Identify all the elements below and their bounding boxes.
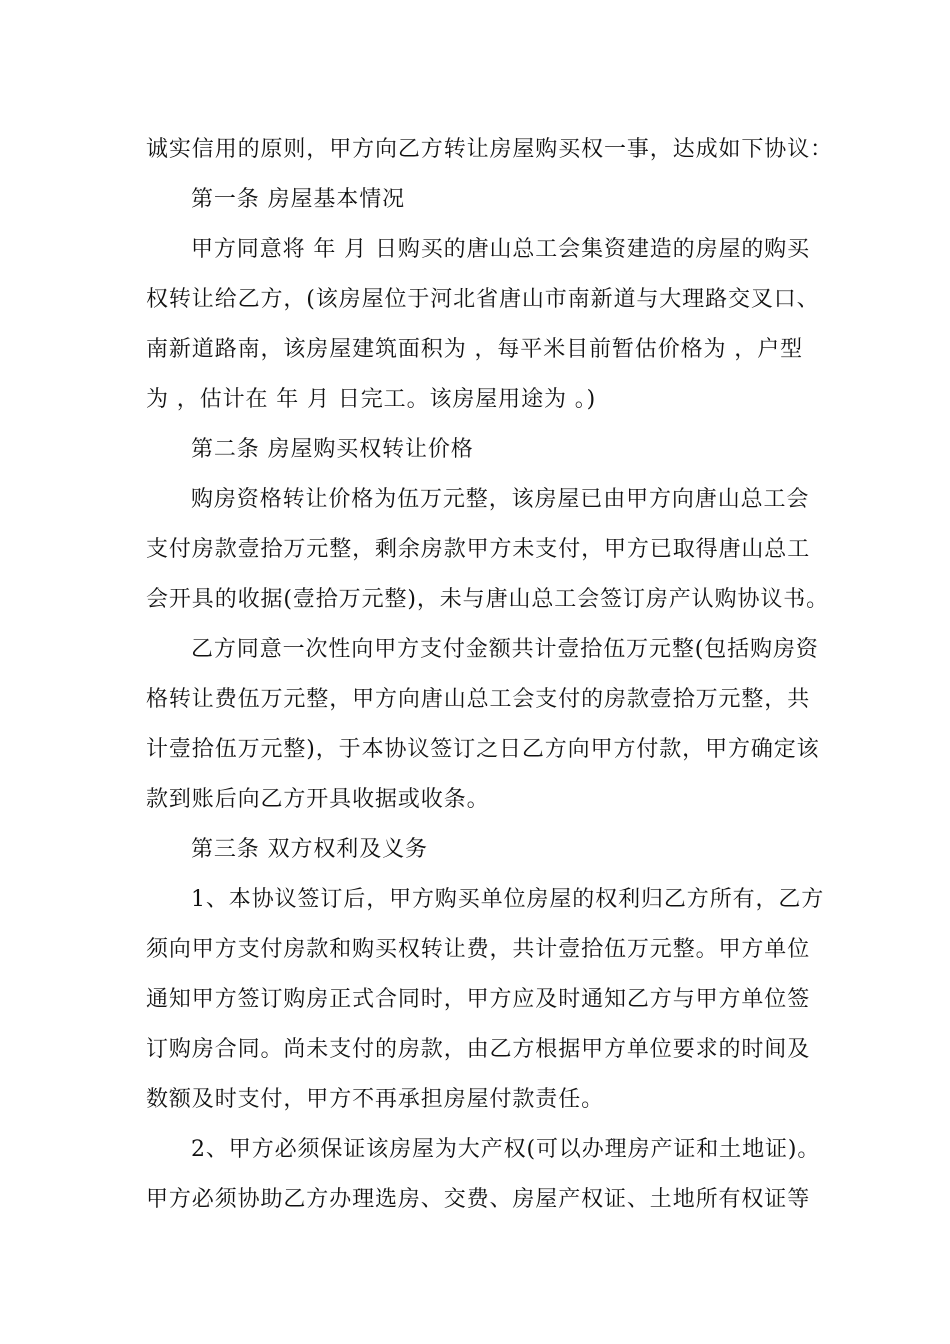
section-heading: 第三条 双方权利及义务 <box>191 837 428 862</box>
text-line: 通知甲方签订购房正式合同时，甲方应及时通知乙方与甲方单位签 <box>146 987 811 1012</box>
text-line: 支付房款壹拾万元整，剩余房款甲方未支付，甲方已取得唐山总工 <box>146 537 811 562</box>
text-line: 诚实信用的原则，甲方向乙方转让房屋购买权一事，达成如下协议： <box>146 137 834 162</box>
text-line: 南新道路南，该房屋建筑面积为 ，每平米目前暂估价格为 ，户型 <box>146 337 803 362</box>
text-line: 为 ，估计在 年 月 日完工。该房屋用途为 。) <box>146 387 597 412</box>
text-line: 计壹拾伍万元整)，于本协议签订之日乙方向甲方付款，甲方确定该 <box>146 737 820 762</box>
text-line: 权转让给乙方，(该房屋位于河北省唐山市南新道与大理路交叉口、 <box>146 287 820 312</box>
text-line: 购房资格转让价格为伍万元整，该房屋已由甲方向唐山总工会 <box>191 487 810 512</box>
text-line: 2、甲方必须保证该房屋为大产权(可以办理房产证和土地证)。 <box>191 1137 821 1162</box>
text-line: 会开具的收据(壹拾万元整)，未与唐山总工会签订房产认购协议书。 <box>146 587 830 612</box>
text-line: 订购房合同。尚未支付的房款，由乙方根据甲方单位要求的时间及 <box>146 1037 811 1062</box>
text-line: 1、本协议签订后，甲方购买单位房屋的权利归乙方所有，乙方 <box>191 887 825 912</box>
section-heading: 第二条 房屋购买权转让价格 <box>191 437 474 462</box>
text-line: 须向甲方支付房款和购买权转让费，共计壹拾伍万元整。甲方单位 <box>146 937 811 962</box>
text-line: 数额及时支付，甲方不再承担房屋付款责任。 <box>146 1087 605 1112</box>
text-line: 甲方必须协助乙方办理选房、交费、房屋产权证、土地所有权证等 <box>146 1187 811 1212</box>
text-line: 甲方同意将 年 月 日购买的唐山总工会集资建造的房屋的购买 <box>191 237 811 262</box>
text-line: 格转让费伍万元整，甲方向唐山总工会支付的房款壹拾万元整，共 <box>146 687 811 712</box>
section-heading: 第一条 房屋基本情况 <box>191 187 405 212</box>
text-line: 款到账后向乙方开具收据或收条。 <box>146 787 490 812</box>
text-line: 乙方同意一次性向甲方支付金额共计壹拾伍万元整(包括购房资 <box>191 637 819 662</box>
